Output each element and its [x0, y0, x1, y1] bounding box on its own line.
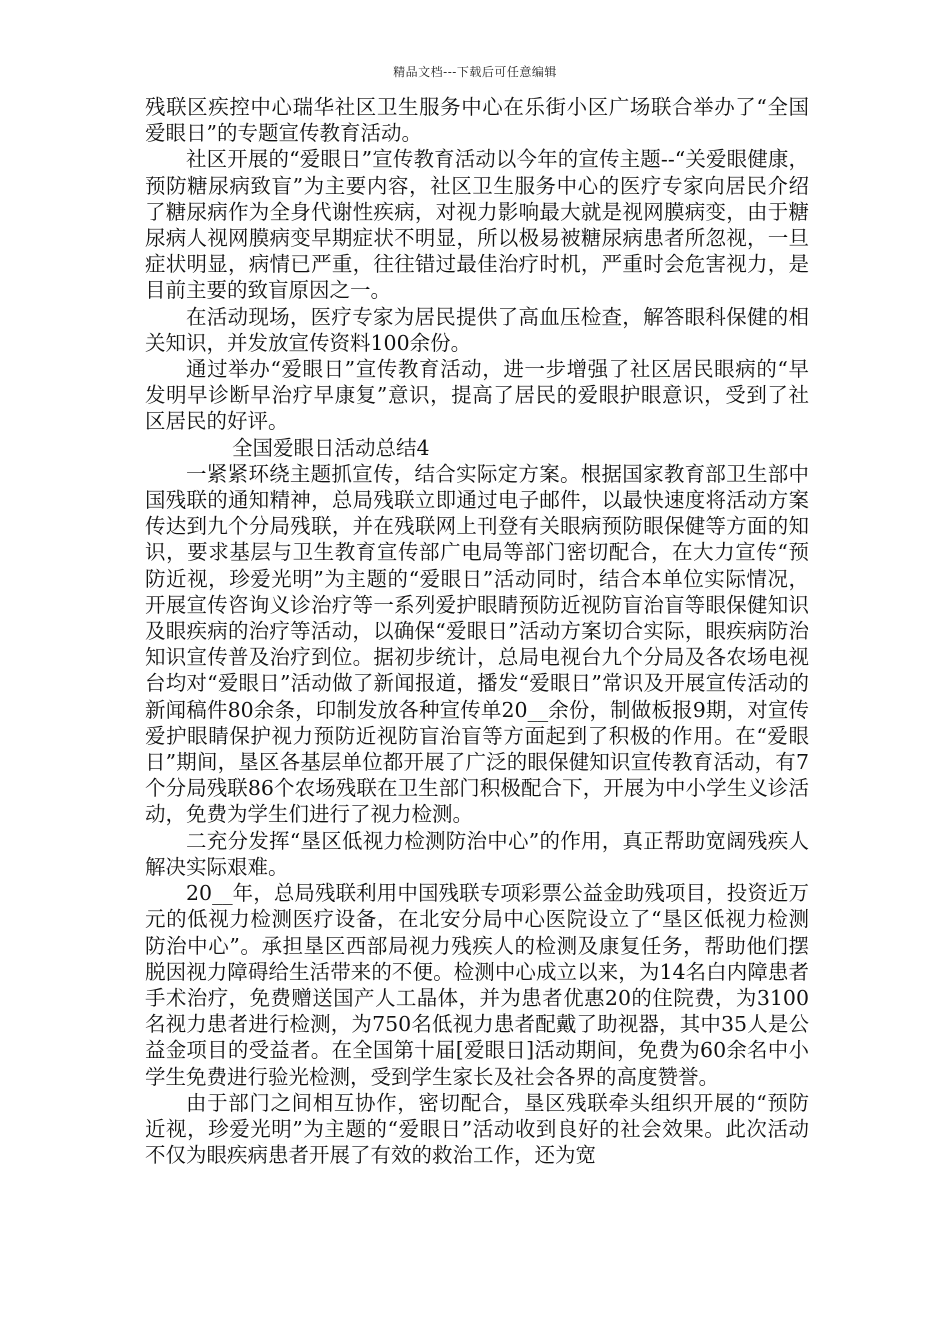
paragraph-8: 由于部门之间相互协作，密切配合，垦区残联牵头组织开展的“预防近视，珍爱光明”为主题的“爱眼日”活动收到良好的社会效果。此次活动不仅为眼疾病患者开展了有效的救治工作，还为宽	[145, 1090, 809, 1168]
document-body	[145, 94, 809, 1168]
paragraph-1: 残联区疾控中心瑞华社区卫生服务中心在乐街小区广场联合举办了“全国爱眼日”的专题宣传教育活动。	[145, 95, 809, 146]
section-heading: 全国爱眼日活动总结4	[232, 435, 430, 460]
paragraph-5: 一紧紧环绕主题抓宣传，结合实际定方案。根据国家教育部卫生部中国残联的通知精神，总局残联立即通过电子邮件，以最快速度将活动方案传达到九个分局残联，并在残联网上刊登有关眼病预防眼保健等方面的知识，要求基层与卫生教育宣传部广电局等部门密切配合，在大力宣传“预防近视，珍爱光明”为主题的“爱眼日”活动同时，结合本单位实际情况，开展宣传咨询义诊治疗等一系列爱护眼睛预防近视防盲治盲等眼保健知识及眼疾病的治疗等活动，以确保“爱眼日”活动方案切合实际，眼疾病防治知识宣传普及治疗到位。据初步统计，总局电视台九个分局及各农场电视台均对“爱眼日”活动做了新闻报道，播发“爱眼日”常识及开展宣传活动的新闻稿件80余条，印制发放各种宣传单20__余份，制做板报9期，对宣传爱护眼睛保护视力预防近视防盲治盲等方面起到了积极的作用。在“爱眼日”期间，垦区各基层单位都开展了广泛的眼保健知识宣传教育活动，有7个分局残联86个农场残联在卫生部门积极配合下，开展为中小学生义诊活动，免费为学生们进行了视力检测。	[145, 461, 809, 827]
paragraph-7: 20__年，总局残联利用中国残联专项彩票公益金助残项目，投资近万元的低视力检测医疗设备，在北安分局中心医院设立了“垦区低视力检测防治中心”。承担垦区西部局视力残疾人的检测及康复任务，帮助他们摆脱因视力障碍给生活带来的不便。检测中心成立以来，为14名白内障患者手术治疗，免费赠送国产人工晶体，并为患者优惠20的住院费，为3100名视力患者进行检测，为750名低视力患者配戴了助视器，其中35人是公益金项目的受益者。在全国第十届[爱眼日]活动期间，免费为60余名中小学生免费进行验光检测，受到学生家长及社会各界的高度赞誉。	[145, 881, 809, 1089]
paragraph-6: 二充分发挥“垦区低视力检测防治中心”的作用，真正帮助宽阔残疾人解决实际艰难。	[145, 828, 809, 879]
paragraph-3: 在活动现场，医疗专家为居民提供了高血压检查，解答眼科保健的相关知识，并发放宣传资料100余份。	[145, 304, 809, 355]
paragraph-4: 通过举办“爱眼日”宣传教育活动，进一步增强了社区居民眼病的“早发明早诊断早治疗早康复”意识，提高了居民的爱眼护眼意识，受到了社区居民的好评。	[145, 357, 809, 434]
paragraph-2: 社区开展的“爱眼日”宣传教育活动以今年的宣传主题--“关爱眼健康，预防糖尿病致盲”为主要内容，社区卫生服务中心的医疗专家向居民介绍了糖尿病作为全身代谢性疾病，对视力影响最大就是视网膜病变，由于糖尿病人视网膜病变早期症状不明显，所以极易被糖尿病患者所忽视，一旦症状明显，病情已严重，往往错过最佳治疗时机，严重时会危害视力，是目前主要的致盲原因之一。	[145, 147, 809, 303]
page-header: 精品文档---下载后可任意编辑	[393, 65, 557, 79]
